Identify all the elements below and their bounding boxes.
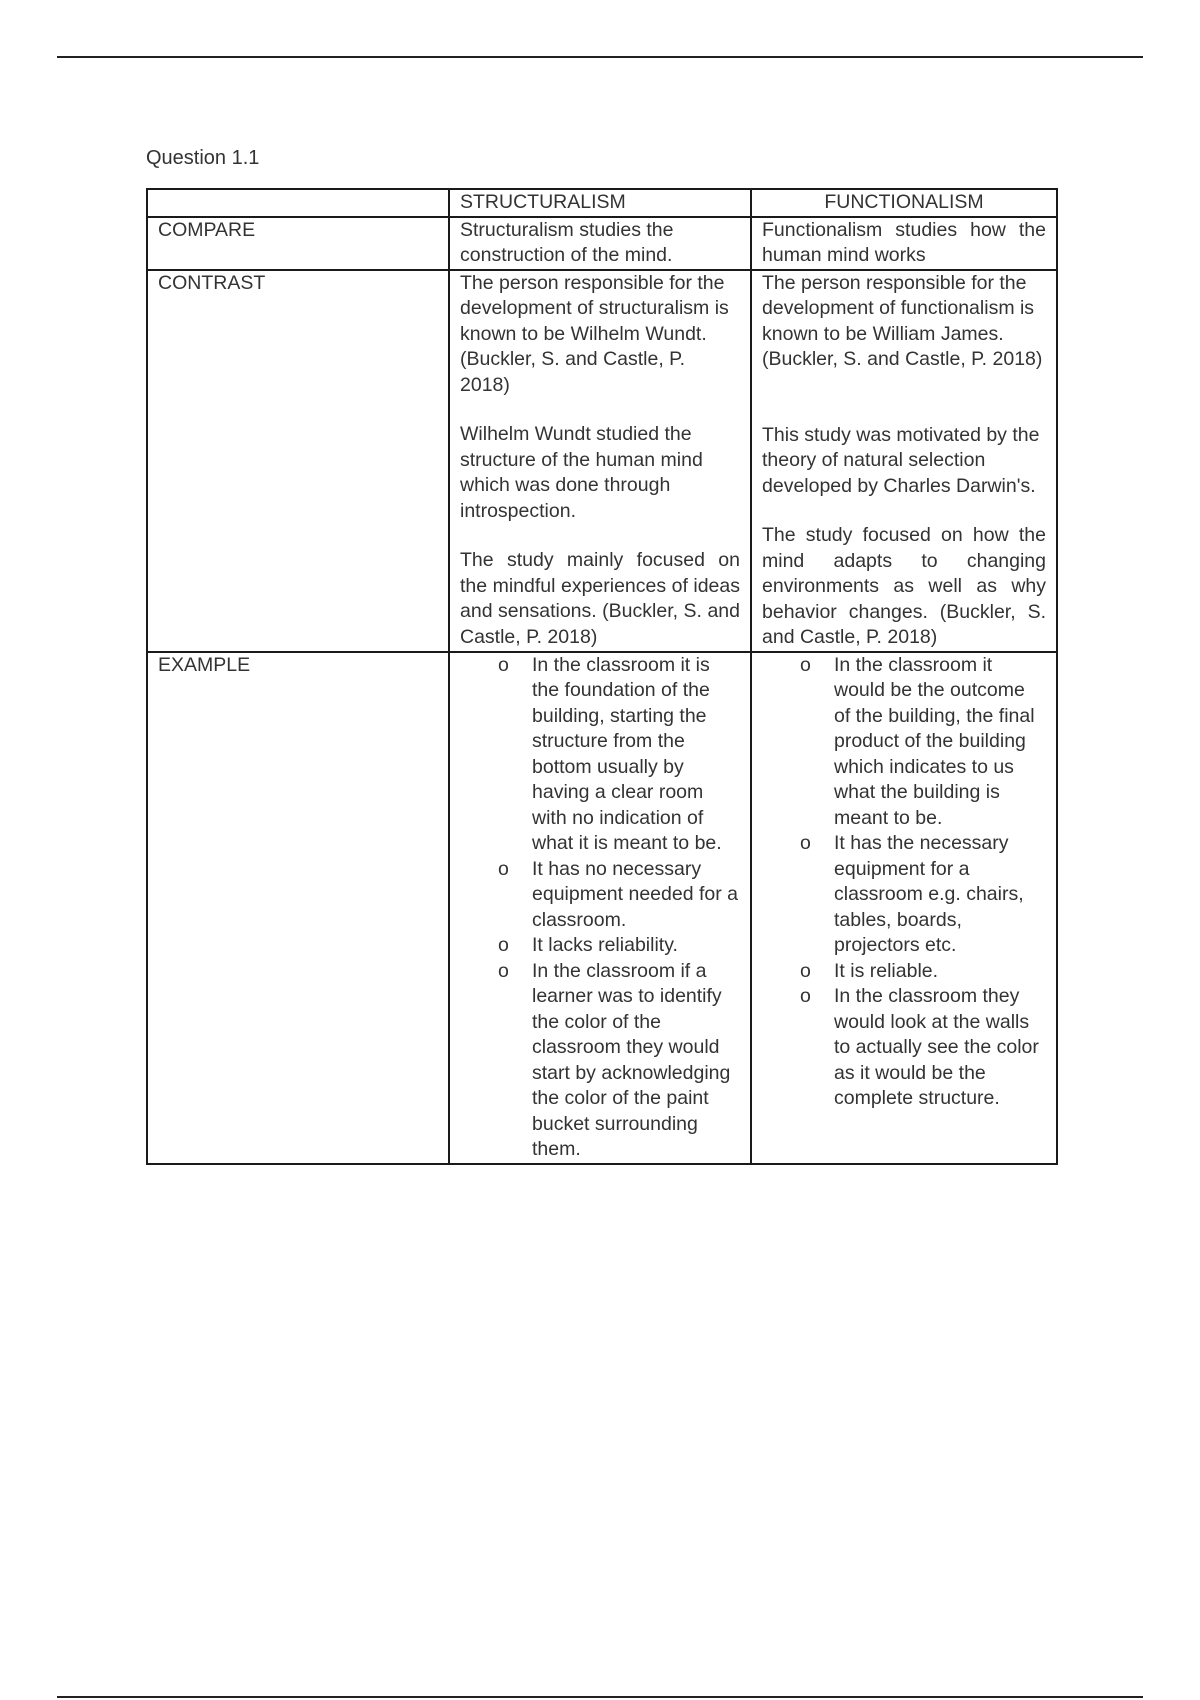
compare-functionalism: Functionalism studies how the human mind works: [751, 217, 1057, 270]
bullet-marker: o: [498, 959, 509, 982]
header-functionalism: FUNCTIONALISM: [751, 189, 1057, 217]
list-item: o In the classroom they would look at the walls to actually see the color as it would be the complete structure.: [800, 985, 1039, 1109]
contrast-functionalism-para-3: The study focused on how the mind adapts to changing environments as well as why behavior changes. (Buckler, S. and Castle, P. 2018): [762, 524, 1046, 648]
bullet-marker: o: [800, 832, 811, 854]
table-row-example: [147, 652, 1057, 1164]
example-functionalism-list: [762, 653, 1046, 1112]
list-item: o It lacks reliability.: [460, 933, 740, 959]
list-item: o In the classroom if a learner was to identify the color of the classroom they would start by acknowledging the color of the paint bucket surrounding them.: [498, 959, 731, 1160]
contrast-functionalism-para-2: This study was motivated by the theory of natural selection developed by Charles Darwin's.: [762, 423, 1040, 497]
list-item: o It has no necessary equipment needed for a classroom.: [498, 857, 738, 931]
row-label-compare: COMPARE: [147, 217, 449, 270]
example-structuralism: [449, 652, 751, 1164]
list-item: o In the classroom it would be the outcome of the building, the final product of the building which indicates to us what the building is meant to be.: [800, 653, 1035, 829]
header-structuralism: STRUCTURALISM: [449, 189, 751, 217]
example-structuralism-list: [460, 653, 740, 1163]
table-header-row: [147, 189, 1057, 217]
list-item: o It is reliable.: [762, 959, 1046, 985]
header-cell-empty: [147, 189, 449, 217]
bullet-marker: o: [498, 653, 509, 676]
list-item: o In the classroom it is the foundation of the building, starting the structure from the bottom usually by having a clear room with no indication of what it is meant to be.: [498, 653, 722, 854]
bullet-marker: o: [800, 653, 811, 676]
bullet-marker: o: [498, 934, 509, 956]
row-label-contrast: CONTRAST: [147, 270, 449, 652]
bullet-marker: o: [498, 857, 509, 880]
contrast-functionalism-para-1: The person responsible for the development of functionalism is known to be William James. (Buckler, S. and Castle, P. 2018): [762, 271, 1043, 370]
bullet-marker: o: [800, 985, 811, 1007]
table-row-contrast: [147, 270, 1057, 652]
table-row-compare: [147, 217, 1057, 270]
list-item: o It has the necessary equipment for a classroom e.g. chairs, tables, boards, projectors etc.: [800, 832, 1024, 956]
bullet-marker: o: [800, 959, 811, 982]
compare-structuralism: Structuralism studies the construction of the mind.: [449, 217, 751, 270]
example-functionalism: [751, 652, 1057, 1164]
footer-rule: [57, 1696, 1143, 1698]
contrast-structuralism-para-1: The person responsible for the development of structuralism is known to be Wilhelm Wundt. (Buckler, S. and Castle, P. 2018): [460, 271, 729, 396]
question-title: Question 1.1: [146, 147, 260, 169]
comparison-table: [146, 188, 1058, 1165]
contrast-structuralism-para-3: The study mainly focused on the mindful experiences of ideas and sensations. (Buckler, S. and Castle, P. 2018): [460, 549, 740, 648]
contrast-structuralism: [449, 270, 751, 652]
contrast-structuralism-para-2: Wilhelm Wundt studied the structure of the human mind which was done through introspection.: [460, 423, 703, 522]
header-rule: [57, 56, 1143, 58]
row-label-example: EXAMPLE: [147, 652, 449, 1164]
contrast-functionalism: [751, 270, 1057, 652]
